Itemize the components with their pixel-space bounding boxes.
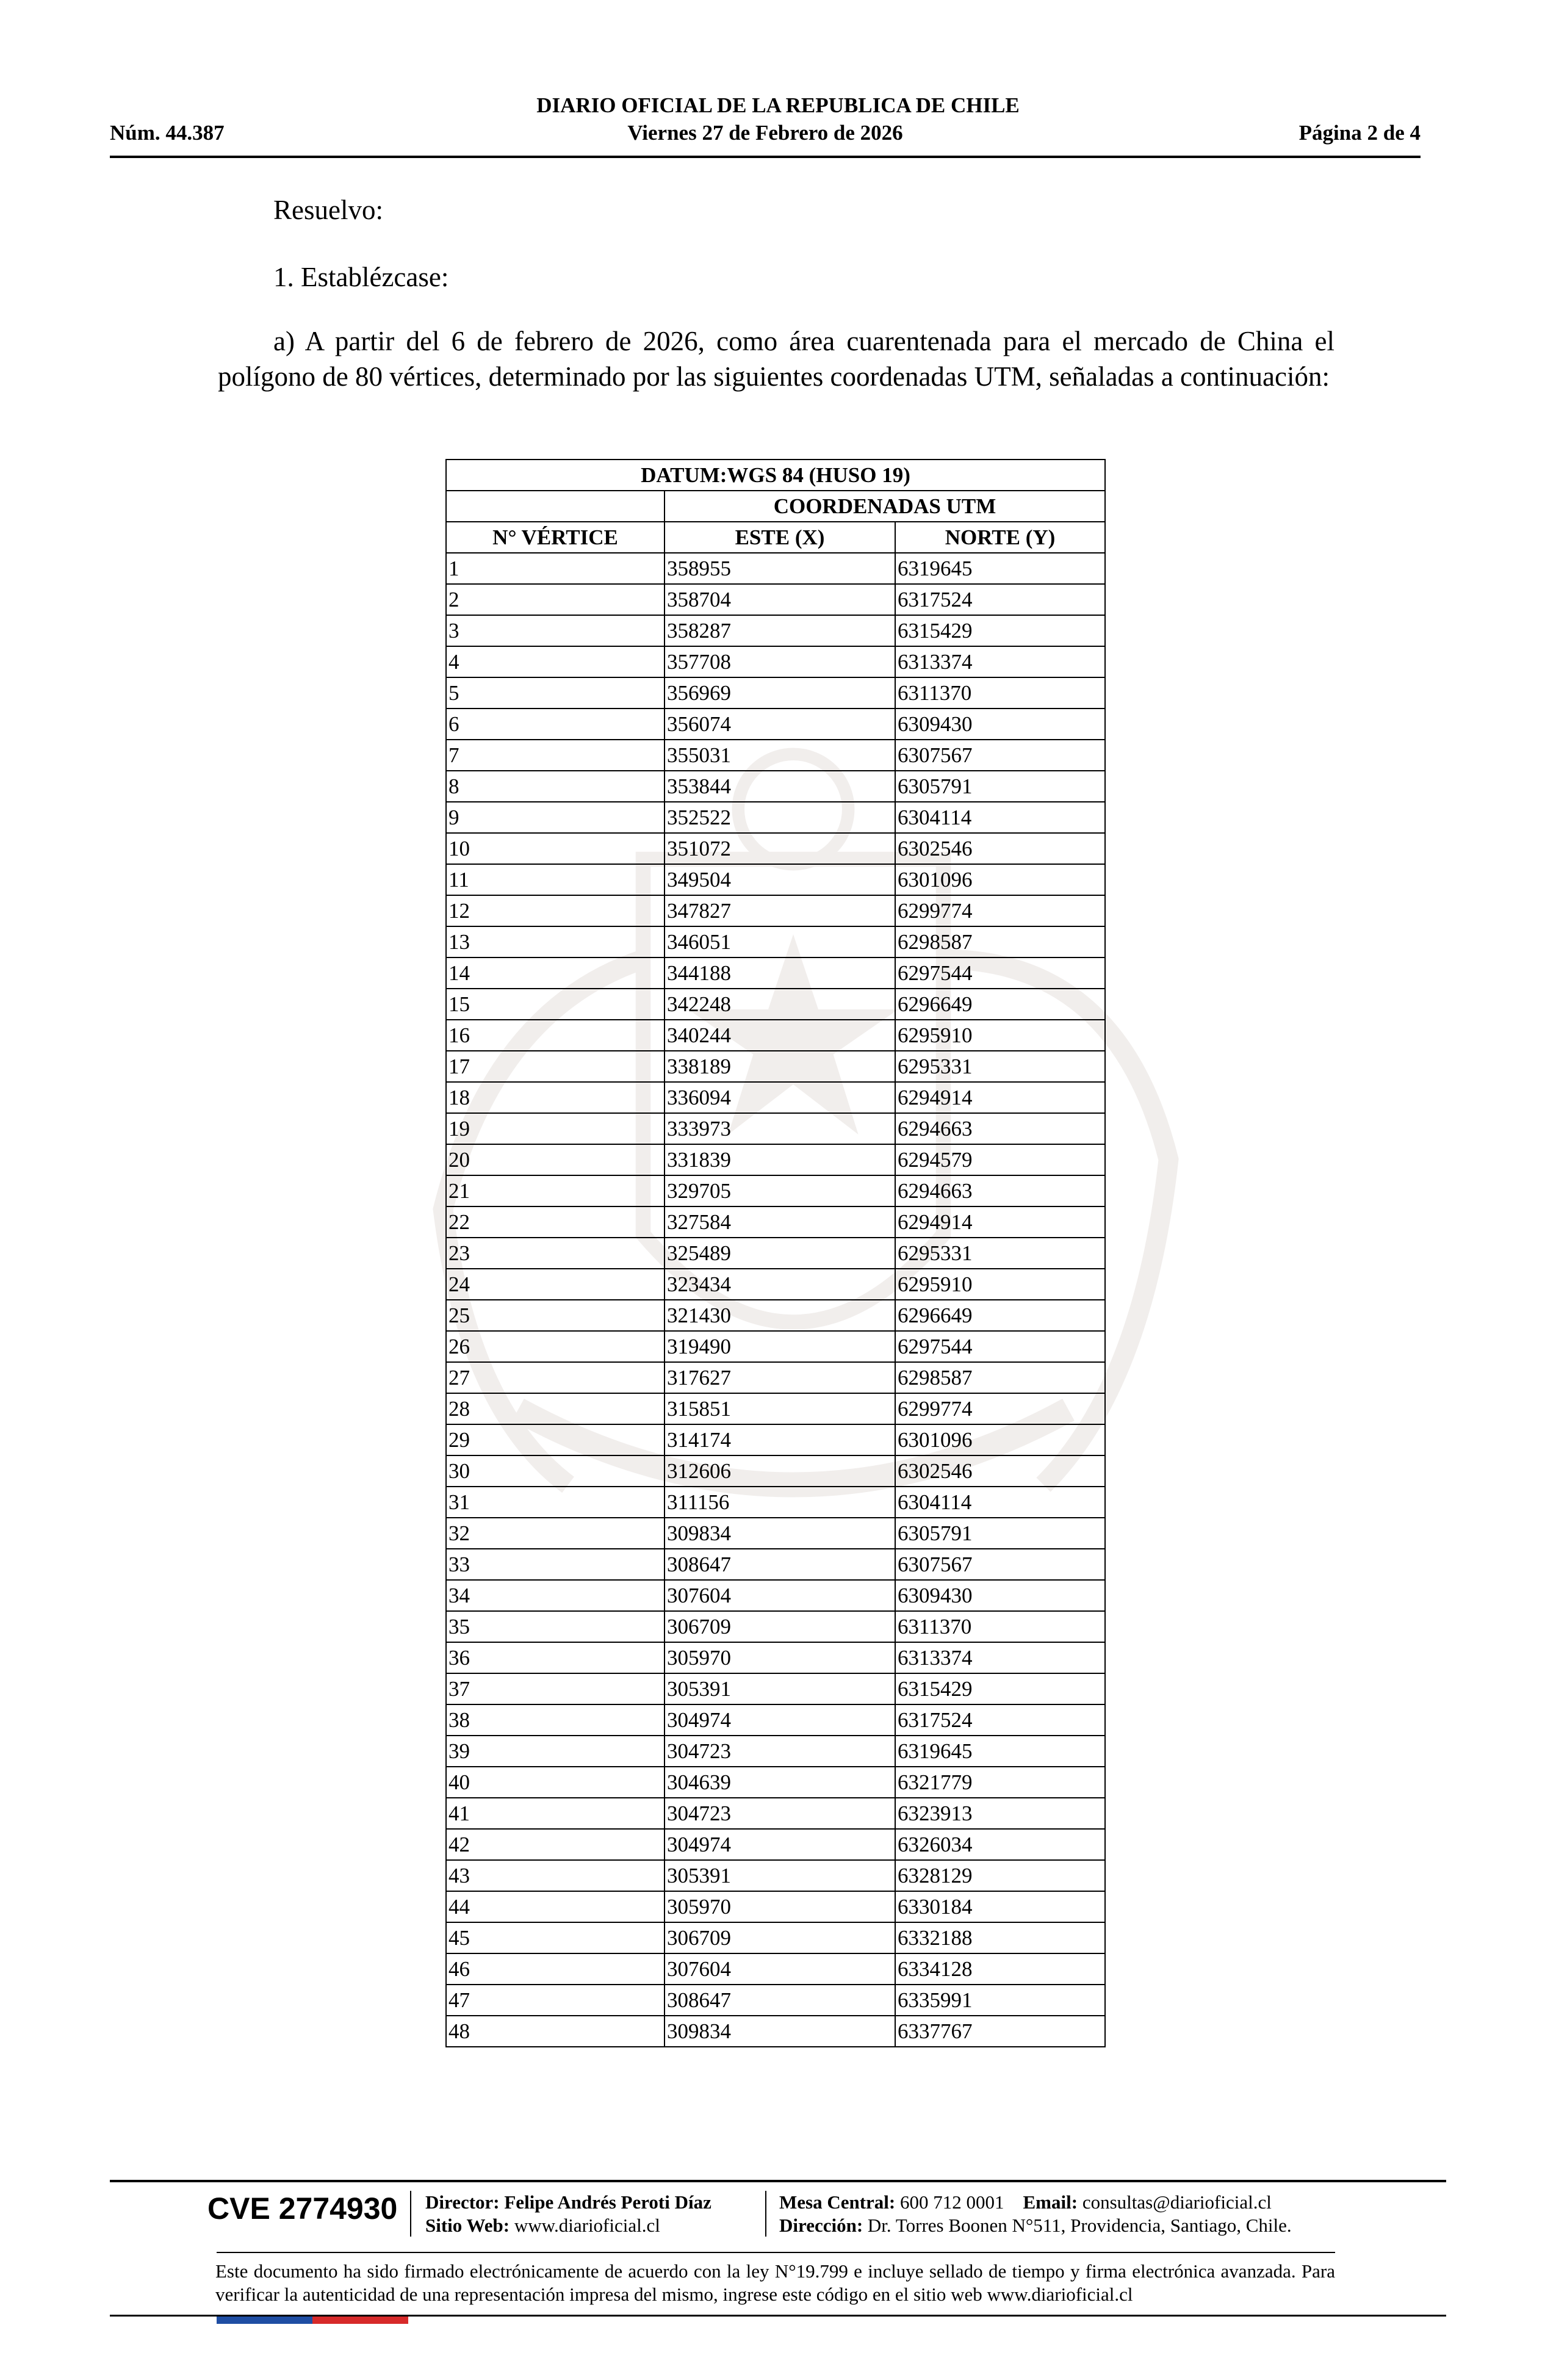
este-cell: 307604: [665, 1953, 895, 1985]
norte-cell: 6294663: [895, 1113, 1105, 1144]
table-row: [446, 1300, 1105, 1331]
establezcase-clause: 1. Establézcase:: [273, 262, 449, 292]
vertex-cell: 7: [446, 740, 665, 771]
flag-stripe-blue: [217, 2317, 312, 2324]
este-cell: 353844: [665, 771, 895, 802]
norte-cell: 6317524: [895, 584, 1105, 615]
este-cell: 309834: [665, 2016, 895, 2047]
issue-date: Viernes 27 de Febrero de 2026: [627, 121, 903, 145]
este-cell: 325489: [665, 1238, 895, 1269]
director-label: Director:: [425, 2191, 500, 2213]
vertex-cell: 31: [446, 1487, 665, 1518]
coord-group-header: COORDENADAS UTM: [665, 491, 1105, 522]
vertex-cell: 18: [446, 1082, 665, 1113]
table-row: [446, 1144, 1105, 1175]
footer-separator: [410, 2191, 411, 2237]
vertex-cell: 36: [446, 1642, 665, 1673]
column-header-row: [446, 522, 1105, 553]
norte-cell: 6301096: [895, 864, 1105, 895]
table-row: [446, 802, 1105, 833]
norte-cell: 6301096: [895, 1424, 1105, 1455]
vertex-cell: 22: [446, 1206, 665, 1238]
este-cell: 358955: [665, 553, 895, 584]
este-cell: 305391: [665, 1673, 895, 1704]
este-cell: 358287: [665, 615, 895, 646]
vertex-cell: 1: [446, 553, 665, 584]
vertex-cell: 26: [446, 1331, 665, 1362]
vertex-cell: 4: [446, 646, 665, 677]
email-link[interactable]: consultas@diarioficial.cl: [1082, 2191, 1272, 2213]
table-row: [446, 1175, 1105, 1206]
norte-cell: 6307567: [895, 1549, 1105, 1580]
este-cell: 344188: [665, 957, 895, 989]
table-row: [446, 1424, 1105, 1455]
norte-cell: 6313374: [895, 646, 1105, 677]
este-cell: 306709: [665, 1611, 895, 1642]
norte-cell: 6295910: [895, 1020, 1105, 1051]
vertex-cell: 24: [446, 1269, 665, 1300]
footer-separator: [765, 2191, 766, 2237]
table-row: [446, 1704, 1105, 1736]
table-row: [446, 1891, 1105, 1922]
vertex-cell: 19: [446, 1113, 665, 1144]
vertex-cell: 6: [446, 709, 665, 740]
norte-cell: 6295910: [895, 1269, 1105, 1300]
este-cell: 356969: [665, 677, 895, 709]
norte-cell: 6294663: [895, 1175, 1105, 1206]
newspaper-title: DIARIO OFICIAL DE LA REPUBLICA DE CHILE: [536, 93, 1020, 117]
este-cell: 331839: [665, 1144, 895, 1175]
vertex-cell: 14: [446, 957, 665, 989]
norte-cell: 6309430: [895, 709, 1105, 740]
table-row: [446, 1736, 1105, 1767]
norte-cell: 6302546: [895, 1455, 1105, 1487]
vertex-cell: 23: [446, 1238, 665, 1269]
table-row: [446, 615, 1105, 646]
table-row: [446, 1487, 1105, 1518]
norte-cell: 6299774: [895, 895, 1105, 926]
vertex-cell: 21: [446, 1175, 665, 1206]
table-row: [446, 989, 1105, 1020]
flag-stripe-red: [312, 2317, 408, 2324]
norte-cell: 6302546: [895, 833, 1105, 864]
vertex-column-header: N° VÉRTICE: [446, 522, 665, 553]
table-row: [446, 1051, 1105, 1082]
vertex-cell: 17: [446, 1051, 665, 1082]
norte-cell: 6299774: [895, 1393, 1105, 1424]
table-row: [446, 1362, 1105, 1393]
vertex-cell: 9: [446, 802, 665, 833]
table-row: [446, 1393, 1105, 1424]
table-row: [446, 1985, 1105, 2016]
footer-top-divider: [110, 2180, 1446, 2182]
direccion-value: Dr. Torres Boonen N°511, Providencia, Santiago, Chile.: [867, 2215, 1292, 2236]
vertex-cell: 12: [446, 895, 665, 926]
table-row: [446, 740, 1105, 771]
table-row: [446, 1269, 1105, 1300]
vertex-cell: 40: [446, 1767, 665, 1798]
norte-cell: 6335991: [895, 1985, 1105, 2016]
mesa-phone: 600 712 0001: [900, 2191, 1004, 2213]
vertex-cell: 32: [446, 1518, 665, 1549]
este-cell: 319490: [665, 1331, 895, 1362]
este-cell: 342248: [665, 989, 895, 1020]
vertex-cell: 15: [446, 989, 665, 1020]
este-cell: 357708: [665, 646, 895, 677]
vertex-cell: 35: [446, 1611, 665, 1642]
este-cell: 356074: [665, 709, 895, 740]
vertex-cell: 41: [446, 1798, 665, 1829]
este-cell: 305970: [665, 1891, 895, 1922]
norte-cell: 6294579: [895, 1144, 1105, 1175]
este-cell: 312606: [665, 1455, 895, 1487]
norte-cell: 6295331: [895, 1051, 1105, 1082]
table-row: [446, 1611, 1105, 1642]
cve-code: CVE 2774930: [207, 2191, 398, 2226]
resuelvo-heading: Resuelvo:: [273, 195, 383, 225]
norte-cell: 6317524: [895, 1704, 1105, 1736]
este-cell: 304723: [665, 1736, 895, 1767]
table-row: [446, 926, 1105, 957]
este-cell: 304974: [665, 1829, 895, 1860]
norte-cell: 6319645: [895, 1736, 1105, 1767]
page-indicator: Página 2 de 4: [1298, 121, 1421, 145]
este-cell: 352522: [665, 802, 895, 833]
norte-cell: 6294914: [895, 1082, 1105, 1113]
website-label: Sitio Web:: [425, 2215, 510, 2236]
norte-cell: 6315429: [895, 615, 1105, 646]
coordinates-body: [446, 553, 1105, 2047]
norte-cell: 6298587: [895, 1362, 1105, 1393]
este-cell: 305391: [665, 1860, 895, 1891]
norte-cell: 6297544: [895, 957, 1105, 989]
norte-cell: 6337767: [895, 2016, 1105, 2047]
vertex-cell: 10: [446, 833, 665, 864]
norte-cell: 6295331: [895, 1238, 1105, 1269]
norte-cell: 6305791: [895, 771, 1105, 802]
quarantine-paragraph: a) A partir del 6 de febrero de 2026, como área cuarentenada para el mercado de China el polígono de 80 vértices, determinado por las siguientes coordenadas UTM, señaladas a continuación:: [218, 326, 1334, 392]
este-column-header: ESTE (X): [665, 522, 895, 553]
norte-column-header: NORTE (Y): [895, 522, 1105, 553]
table-row: [446, 709, 1105, 740]
datum-row: [446, 460, 1105, 491]
table-row: [446, 1798, 1105, 1829]
este-cell: 351072: [665, 833, 895, 864]
table-row: [446, 1829, 1105, 1860]
este-cell: 308647: [665, 1985, 895, 2016]
table-row: [446, 771, 1105, 802]
norte-cell: 6304114: [895, 1487, 1105, 1518]
vertex-cell: 33: [446, 1549, 665, 1580]
norte-cell: 6296649: [895, 989, 1105, 1020]
table-row: [446, 553, 1105, 584]
este-cell: 327584: [665, 1206, 895, 1238]
vertex-cell: 39: [446, 1736, 665, 1767]
vertex-cell: 34: [446, 1580, 665, 1611]
norte-cell: 6309430: [895, 1580, 1105, 1611]
table-row: [446, 1922, 1105, 1953]
este-cell: 304723: [665, 1798, 895, 1829]
este-cell: 355031: [665, 740, 895, 771]
utm-coordinates-table: [445, 459, 1106, 2047]
norte-cell: 6326034: [895, 1829, 1105, 1860]
norte-cell: 6330184: [895, 1891, 1105, 1922]
table-row: [446, 584, 1105, 615]
norte-cell: 6313374: [895, 1642, 1105, 1673]
norte-cell: 6297544: [895, 1331, 1105, 1362]
table-row: [446, 833, 1105, 864]
vertex-cell: 48: [446, 2016, 665, 2047]
issue-number: Núm. 44.387: [110, 121, 225, 145]
este-cell: 323434: [665, 1269, 895, 1300]
este-cell: 358704: [665, 584, 895, 615]
email-label: Email:: [1023, 2191, 1078, 2213]
norte-cell: 6319645: [895, 553, 1105, 584]
table-row: [446, 895, 1105, 926]
vertex-cell: 43: [446, 1860, 665, 1891]
este-cell: 333973: [665, 1113, 895, 1144]
este-cell: 314174: [665, 1424, 895, 1455]
table-row: [446, 1953, 1105, 1985]
vertex-cell: 27: [446, 1362, 665, 1393]
vertex-cell: 2: [446, 584, 665, 615]
norte-cell: 6323913: [895, 1798, 1105, 1829]
footer-middle-divider: [217, 2252, 1335, 2253]
table-row: [446, 1020, 1105, 1051]
empty-header-cell: [446, 491, 665, 522]
table-row: [446, 677, 1105, 709]
table-row: [446, 1580, 1105, 1611]
table-row: [446, 646, 1105, 677]
vertex-cell: 47: [446, 1985, 665, 2016]
vertex-cell: 45: [446, 1922, 665, 1953]
vertex-cell: 42: [446, 1829, 665, 1860]
vertex-cell: 20: [446, 1144, 665, 1175]
este-cell: 329705: [665, 1175, 895, 1206]
este-cell: 338189: [665, 1051, 895, 1082]
director-name: Felipe Andrés Peroti Díaz: [504, 2191, 711, 2213]
norte-cell: 6332188: [895, 1922, 1105, 1953]
vertex-cell: 16: [446, 1020, 665, 1051]
norte-cell: 6334128: [895, 1953, 1105, 1985]
table-row: [446, 957, 1105, 989]
table-row: [446, 1518, 1105, 1549]
norte-cell: 6304114: [895, 802, 1105, 833]
este-cell: 346051: [665, 926, 895, 957]
table-row: [446, 1767, 1105, 1798]
norte-cell: 6321779: [895, 1767, 1105, 1798]
vertex-cell: 38: [446, 1704, 665, 1736]
norte-cell: 6307567: [895, 740, 1105, 771]
table-row: [446, 1642, 1105, 1673]
este-cell: 304974: [665, 1704, 895, 1736]
table-row: [446, 1206, 1105, 1238]
norte-cell: 6298587: [895, 926, 1105, 957]
vertex-cell: 11: [446, 864, 665, 895]
table-row: [446, 1082, 1105, 1113]
norte-cell: 6311370: [895, 1611, 1105, 1642]
table-row: [446, 1113, 1105, 1144]
este-cell: 309834: [665, 1518, 895, 1549]
table-row: [446, 1331, 1105, 1362]
coord-group-row: [446, 491, 1105, 522]
table-row: [446, 2016, 1105, 2047]
este-cell: 349504: [665, 864, 895, 895]
electronic-signature-notice: Este documento ha sido firmado electrónicamente de acuerdo con la ley N°19.799 e incluye sellado de tiempo y firma electrónica avanzada. Para verificar la autenticidad de una representación impresa del mismo, ingrese este código en el sitio web www.diarioficial.cl: [215, 2260, 1335, 2305]
vertex-cell: 8: [446, 771, 665, 802]
table-row: [446, 1860, 1105, 1891]
footer-director-block: [425, 2191, 711, 2237]
vertex-cell: 25: [446, 1300, 665, 1331]
direccion-label: Dirección:: [779, 2215, 863, 2236]
este-cell: 304639: [665, 1767, 895, 1798]
norte-cell: 6328129: [895, 1860, 1105, 1891]
este-cell: 317627: [665, 1362, 895, 1393]
norte-cell: 6296649: [895, 1300, 1105, 1331]
table-row: [446, 1673, 1105, 1704]
website-link[interactable]: www.diarioficial.cl: [514, 2215, 660, 2236]
este-cell: 311156: [665, 1487, 895, 1518]
mesa-label: Mesa Central:: [779, 2191, 896, 2213]
este-cell: 308647: [665, 1549, 895, 1580]
norte-cell: 6311370: [895, 677, 1105, 709]
vertex-cell: 44: [446, 1891, 665, 1922]
este-cell: 340244: [665, 1020, 895, 1051]
table-row: [446, 1549, 1105, 1580]
este-cell: 315851: [665, 1393, 895, 1424]
norte-cell: 6315429: [895, 1673, 1105, 1704]
vertex-cell: 3: [446, 615, 665, 646]
vertex-cell: 37: [446, 1673, 665, 1704]
este-cell: 321430: [665, 1300, 895, 1331]
header-divider: [110, 156, 1421, 158]
vertex-cell: 5: [446, 677, 665, 709]
vertex-cell: 29: [446, 1424, 665, 1455]
datum-header: DATUM:WGS 84 (HUSO 19): [446, 460, 1105, 491]
este-cell: 336094: [665, 1082, 895, 1113]
table-row: [446, 1238, 1105, 1269]
este-cell: 307604: [665, 1580, 895, 1611]
footer-contact-block: [779, 2191, 1292, 2237]
table-row: [446, 1455, 1105, 1487]
vertex-cell: 46: [446, 1953, 665, 1985]
este-cell: 306709: [665, 1922, 895, 1953]
este-cell: 347827: [665, 895, 895, 926]
este-cell: 305970: [665, 1642, 895, 1673]
norte-cell: 6305791: [895, 1518, 1105, 1549]
table-row: [446, 864, 1105, 895]
vertex-cell: 30: [446, 1455, 665, 1487]
vertex-cell: 28: [446, 1393, 665, 1424]
norte-cell: 6294914: [895, 1206, 1105, 1238]
vertex-cell: 13: [446, 926, 665, 957]
